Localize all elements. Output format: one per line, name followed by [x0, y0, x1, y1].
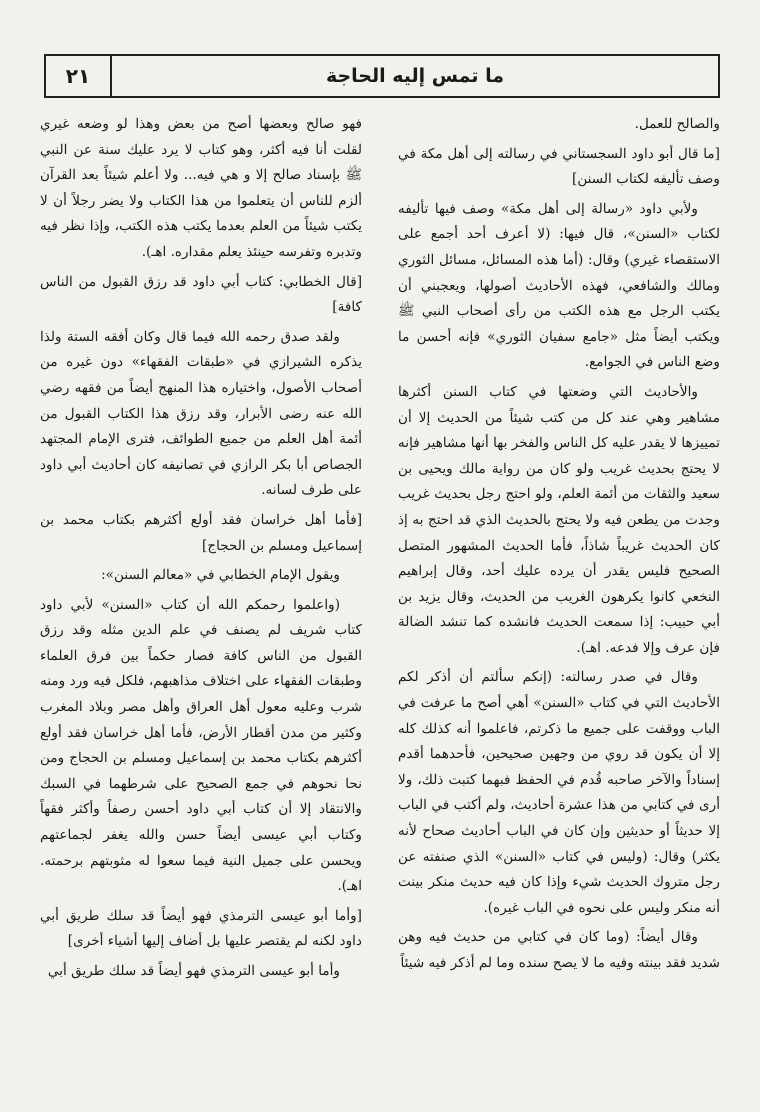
right-column — [398, 112, 720, 1082]
page-title: ما تمس إليه الحاجة — [325, 65, 505, 87]
paragraph: وأما أبو عيسى الترمذي فهو أيضاً قد سلك طريق أبي — [47, 963, 340, 979]
paragraph: وقال أيضاً: (وما كان في كتابي من حديث فيه وهن شديد فقد بينته وفيه ما لا يصح سنده وما لم أذكر فيه شيئاً — [398, 929, 720, 971]
paragraph: فهو صالح وبعضها أصح من بعض وهذا لو وضعه غيري لقلت أنا فيه أكثر، وهو كتاب لا يرد عليك سنة عن النبي ﷺ بإسناد صالح إلا و هي فيه... ولا أعلم شيئاً بعد القرآن ألزم للناس أن يتعلموا من هذا الكتاب ولا يضر رجلاً أن لا يكتب شيئاً من العلم بعدما يكتب هذه الكتب، وإذا نظر فيه وتدبره وتفرسه حينئذ يعلم مقداره. اهـ). — [40, 116, 362, 260]
page-number: ٢١ — [46, 56, 112, 96]
paragraph: والصالح للعمل. — [634, 116, 720, 132]
paragraph: والأحاديث التي وضعتها في كتاب السنن أكثرها مشاهير وهي عند كل من كتب شيئاً من الحديث إلا أن تمييزها لا يقدر عليه كل الناس والفخر بها أنها مشاهير فإنه لا يحتج بحديث غريب ولو كان من رواية مالك ويحيى بن سعيد والثقات من أئمة العلم، ولو احتج رجل بحديث غريب وجدت من يطعن فيه ولا يحتج بالحديث الذي قد احتج به إذ كان الحديث غريباً شاذاً، فأما الحديث المشهور المتصل الصحيح فليس يقدر أن يرده عليك أحد، وقال إبراهيم النخعي كانوا يكرهون الغريب من الحديث، وقال يزيد بن أبي حبيب: إذا سمعت الحديث فانشده كما تنشد الضالة فإن عرف وإلا فدعه. اهـ). — [398, 383, 720, 656]
page-header — [44, 54, 720, 98]
paragraph: وقال في صدر رسالته: (إنكم سألتم أن أذكر لكم الأحاديث التي في كتاب «السنن» أهي أصح ما عرفت في الباب ووقفت على جميع ما ذكرتم، فاعلموا أنه كذلك كله إلا أن يكون قد روي من وجهين صحيحين، فأحدهما أقدم إسناداً والآخر صاحبه قُدم في الحفظ فبهما كتبت ذلك، ولا أرى في كتابي من هذا عشرة أحاديث، ولم أكتب في الباب إلا حديثاً أو حديثين وإن كان في الباب أحاديث صحاح لأنه يكثر) وقال: (وليس في كتاب «السنن» الذي صنفته عن رجل متروك الحديث شيء وإذا كان فيه حديث منكر بينت أنه منكر وليس على نحوه في الباب غيره). — [398, 669, 720, 916]
paragraph: ولأبي داود «رسالة إلى أهل مكة» وصف فيها تأليفه لكتاب «السنن»، قال فيها: (لا أعرف أحد أجمع على الاستقصاء غيري) وقال: (أما هذه المسائل، مسائل الثوري ومالك والشافعي، فهذه الأحاديث أصولها، ويعجبني أن يكتب الرجل مع هذه الكتب من رأى أصحاب النبي ﷺ ويكتب أيضاً مثل «جامع سفيان الثوري» فإنه أحسن ما وضع الناس في الجوامع. — [398, 200, 720, 371]
paragraph: ويقول الإمام الخطابي في «معالم السنن»: — [101, 567, 340, 584]
paragraph: (واعلموا رحمكم الله أن كتاب «السنن» لأبي داود كتاب شريف لم يصنف في علم الدين مثله وقد رزق القبول من الناس كافة فصار حكماً بين فرق العلماء وطبقات الفقهاء على اختلاف مذاهبهم، فلكل فيه ورد ومنه شرب وعليه معول أهل العراق وأهل مصر وبلاد المغرب وكثير من مدن أقطار الأرض، فأما أهل خراسان فقد أولع أكثرهم بكتاب محمد بن إسماعيل ومسلم بن الحجاج ومن نحا نحوهم في جمع الصحيح على شرطهما في السبك والانتقاد إلا أن كتاب أبي داود أحسن رصفاً وأكثر فقهاً وكتاب أبي عيسى أيضاً حسن والله يغفر لجماعتهم ويحسن على جميل النية فيما سعوا له مثوبتهم برحمته. اهـ). — [40, 596, 362, 895]
left-column — [40, 112, 362, 1082]
section-heading: [قال الخطابي: كتاب أبي داود قد رزق القبول من الناس كافة] — [40, 273, 362, 316]
section-heading: [فأما أهل خراسان فقد أولع أكثرهم بكتاب محمد بن إسماعيل ومسلم بن الحجاج] — [40, 511, 362, 554]
section-heading: [وأما أبو عيسى الترمذي فهو أيضاً قد سلك طريق أبي داود لكنه لم يقتصر عليها بل أضاف إليها أشياء أخرى] — [40, 907, 362, 950]
paragraph: ولقد صدق رحمه الله فيما قال وكان أفقه الستة ولذا يذكره الشيرازي في «طبقات الفقهاء» دون غيره من أصحاب الأصول، واختياره هذا المنهج أيضاً من فقهه رضي الله عنه رضى الأبرار، وقد رزق هذا الكتاب القبول من أئمة أهل العلم من جميع الطوائف، فترى الإمام المجتهد الجصاص أبا بكر الرازي في تصانيفه كان أحاديث أبي داود على طرف لسانه. — [40, 328, 362, 499]
section-heading: [ما قال أبو داود السجستاني في رسالته إلى أهل مكة في وصف تأليفه لكتاب السنن] — [398, 145, 720, 188]
